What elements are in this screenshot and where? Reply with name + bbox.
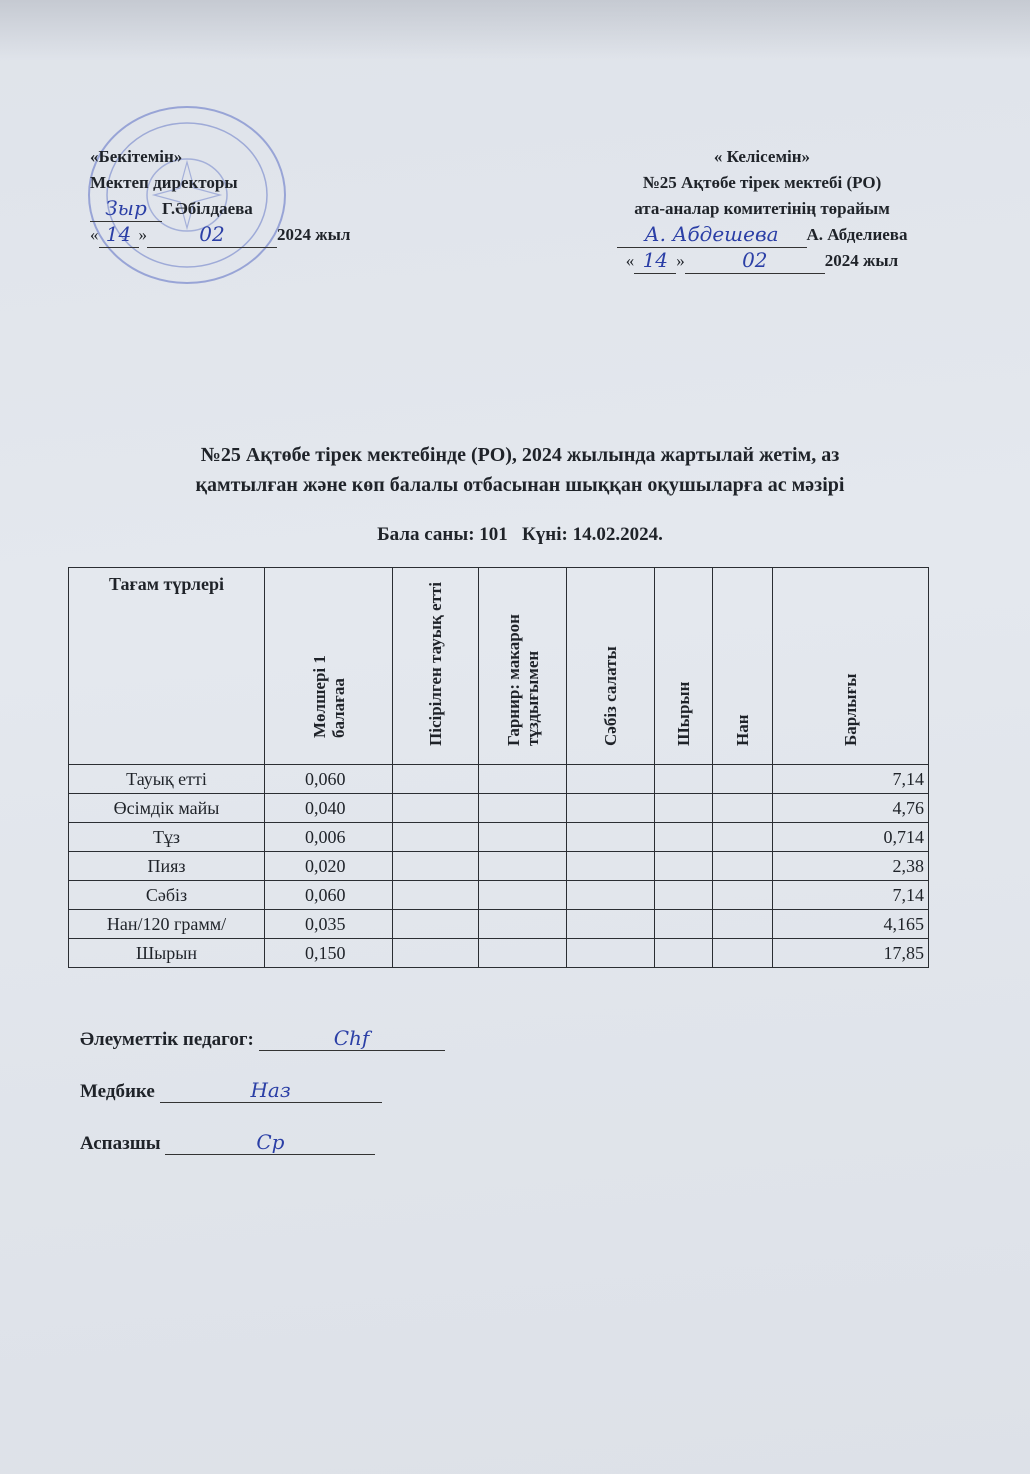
header-boiled-chicken: [393, 568, 479, 765]
row-qty: 0,006: [265, 823, 393, 852]
row-total: 0,714: [773, 823, 929, 852]
row-name: Сәбіз: [69, 881, 265, 910]
approval-year: 2024 жыл: [277, 225, 351, 244]
header-carrot-salad: [567, 568, 655, 765]
approval-position: Мектеп директоры: [90, 173, 238, 192]
table-row: [69, 910, 929, 939]
chair-signature-line: [617, 223, 807, 248]
header-portion: [265, 568, 393, 765]
row-qty: 0,020: [265, 852, 393, 881]
header-label: Мөлшері 1 балағаа: [309, 655, 348, 738]
social-pedagogue-line: [259, 1026, 445, 1051]
menu-table: [68, 567, 929, 968]
row-name: Тұз: [69, 823, 265, 852]
approval-block: «Бекітемін» Мектеп директоры Зыр Г.Әбілдаева « 14 » 02 2024 жыл: [90, 144, 350, 248]
approval-heading: «Бекітемін»: [90, 147, 183, 166]
row-total: 7,14: [773, 765, 929, 794]
row-name: Пияз: [69, 852, 265, 881]
header-bread: [713, 568, 773, 765]
row-qty: 0,060: [265, 765, 393, 794]
header-total: [773, 568, 929, 765]
cook-signature-row: [80, 1130, 375, 1155]
row-qty: 0,150: [265, 939, 393, 968]
agreement-day-field: [634, 248, 676, 274]
table-row: [69, 852, 929, 881]
approval-month: 02: [199, 222, 225, 246]
table-row: [69, 939, 929, 968]
header-label: Барлығы: [841, 673, 860, 746]
header-garnish: [479, 568, 567, 765]
row-qty: 0,060: [265, 881, 393, 910]
director-name: Г.Әбілдаева: [162, 199, 253, 218]
agreement-day: 14: [642, 248, 669, 272]
agreement-position: ата-аналар комитетінің төрайым: [634, 199, 890, 218]
agreement-year: 2024 жыл: [824, 251, 899, 270]
row-name: Өсімдік майы: [69, 794, 265, 823]
header-label: Тағам түрлері: [109, 574, 224, 594]
table-row: [69, 765, 929, 794]
agreement-month-field: [685, 248, 825, 274]
menu-date: Күні: 14.02.2024.: [522, 524, 663, 545]
approval-day-field: [99, 222, 139, 248]
row-total: 17,85: [773, 939, 929, 968]
header-juice: [655, 568, 713, 765]
nurse-label: Медбике: [80, 1081, 155, 1102]
nurse-line: [160, 1078, 382, 1103]
social-pedagogue-signature-row: [80, 1026, 445, 1051]
agreement-heading: « Келісемін»: [713, 147, 811, 166]
menu-meta: [60, 524, 980, 546]
approval-month-field: [147, 222, 277, 248]
row-qty: 0,035: [265, 910, 393, 939]
header-food-types: [69, 568, 265, 765]
agreement-school: №25 Ақтөбе тірек мектебі (РО): [642, 173, 882, 192]
row-name: Шырын: [69, 939, 265, 968]
table-row: [69, 823, 929, 852]
nurse-signature-row: [80, 1078, 382, 1103]
approval-day: 14: [105, 222, 132, 246]
chair-signature: А. Абдешева: [644, 222, 779, 246]
chair-name: А. Абделиева: [806, 225, 908, 244]
title-line-1: №25 Ақтөбе тірек мектебінде (РО), 2024 жылында жартылай жетім, аз: [200, 444, 840, 466]
row-name: Нан/120 грамм/: [69, 910, 265, 939]
table-header-row: [69, 568, 929, 765]
director-signature-line: [90, 196, 162, 222]
header-label: Гарнир: макарон тұздығымен: [503, 614, 542, 746]
cook-line: [165, 1130, 375, 1155]
title-line-2: қамтылған және көп балалы отбасынан шыққан оқушыларға ас мәзірі: [195, 474, 845, 496]
social-pedagogue-sign: Chf: [333, 1026, 370, 1050]
children-count: Бала саны: 101: [377, 524, 508, 545]
row-total: 4,76: [773, 794, 929, 823]
table-row: [69, 794, 929, 823]
row-qty: 0,040: [265, 794, 393, 823]
header-label: Сәбіз салаты: [601, 646, 620, 746]
document-title: [60, 440, 980, 500]
header-label: Нан: [733, 714, 752, 746]
header-label: Пісірілген тауық етті: [426, 582, 445, 746]
row-name: Тауық етті: [69, 765, 265, 794]
cook-sign: Ср: [256, 1130, 285, 1154]
agreement-month: 02: [742, 248, 768, 272]
cook-label: Аспазшы: [80, 1133, 161, 1154]
agreement-block: « Келісемін» №25 Ақтөбе тірек мектебі (РО) ата-аналар комитетінің төрайым А. Абдешева А. Абделиева « 14 » 02 2024 жыл: [592, 144, 932, 274]
row-total: 2,38: [773, 852, 929, 881]
top-shadow: [0, 0, 1030, 60]
social-pedagogue-label: Әлеуметтік педагог:: [80, 1029, 254, 1050]
nurse-sign: Наз: [250, 1078, 291, 1102]
row-total: 7,14: [773, 881, 929, 910]
row-total: 4,165: [773, 910, 929, 939]
table-row: [69, 881, 929, 910]
header-label: Шырын: [674, 681, 693, 746]
director-signature: Зыр: [105, 196, 147, 220]
